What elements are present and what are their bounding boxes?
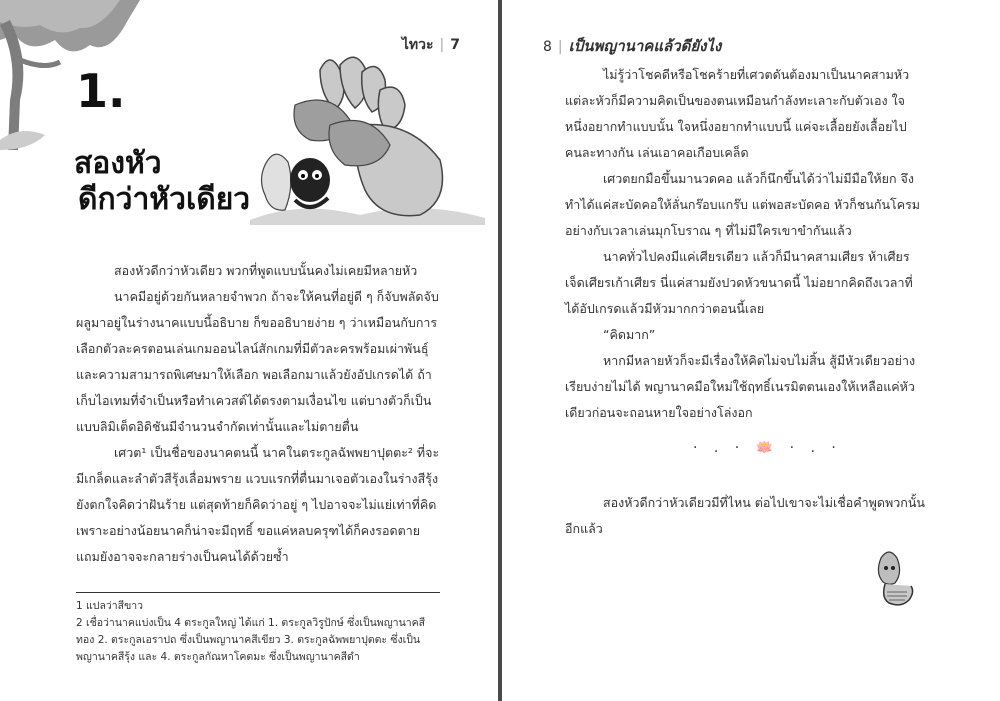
footnotes: [76, 598, 440, 666]
paragraph: เศวต¹ เป็นชื่อของนาคตนนี้ นาคในตระกูลฉัพพยาปุตตะ² ที่จะมีเกล็ดและลำตัวสีรุ้งเลื่อมพราย แวบแรกที่ตื่นมาเจอตัวเองในร่างสีรุ้งยังตกใจคิดว่าฝันร้าย แต่สุดท้ายก็คิดว่าอยู่ ๆ ไปอาจจะไม่แย่เท่าที่คิด เพราะอย่างน้อยนาคก็น่าจะมีฤทธิ์ ขอแค่หลบครุฑได้ก็คงรอดตาย แถมยังอาจจะกลายร่างเป็นคนได้ด้วยซ้ำ: [76, 445, 440, 564]
right-page: [503, 0, 1000, 701]
running-head-right: [543, 34, 721, 58]
paragraph: นาคมีอยู่ด้วยกันหลายจำพวก ถ้าจะให้คนที่อยู่ดี ๆ ก็จับพลัดจับผลูมาอยู่ในร่างนาคแบบนี้อธิบาย ก็ขออธิบายง่าย ๆ ว่าเหมือนกับการเลือกตัวละครตอนเล่นเกมออนไลน์สักเกมที่มีตัวละครพร้อมเผ่าพันธุ์และความสามารถพิเศษมาให้เลือก พอเลือกมาแล้วยังอัปเกรดได้ ถ้าเก็บไอเทมที่จำเป็นหรือทำเควสต์ได้ตรงตามเงื่อนไข แต่บางตัวก็เป็นแบบลิมิเต็ดอิดิชันมีจำนวนจำกัดเท่านั้นและไม่ตายตื่น: [76, 289, 439, 434]
running-head-separator: |: [557, 39, 563, 55]
paragraph: สองหัวดีกว่าหัวเดียว พวกที่พูดแบบนั้นคงไม่เคยมีหลายหัว: [114, 263, 418, 278]
closing-text: [565, 490, 927, 542]
small-naga-illustration: [861, 548, 921, 618]
running-head-title: ไทวะ: [401, 37, 434, 53]
paragraph: สองหัวดีกว่าหัวเดียวมีที่ไหน ต่อไปเขาจะไม่เชื่อคำพูดพวกนั้นอีกแล้ว: [565, 495, 925, 536]
footnote: 1 แปลว่าสีขาว: [76, 600, 144, 612]
page-gutter: [498, 0, 502, 701]
paragraph: เศวตยกมือขึ้นมานวดคอ แล้วก็นึกขึ้นได้ว่าไม่มีมือให้ยก จึงทำได้แค่สะบัดคอให้ลั่นกร๊อบแกร๊บ แต่พอสะบัดคอ หัวก็ชนกันโครมอย่างกับเวลาเล่นมุกโบราณ ๆ ที่ไม่มีใครเขาขำกันแล้ว: [565, 171, 921, 238]
naga-characters-illustration: [240, 50, 490, 225]
paragraph: ไม่รู้ว่าโชคดีหรือโชคร้ายที่เศวตดันต้องมาเป็นนาคสามหัว แต่ละหัวก็มีความคิดเป็นของตนเหมือนกำลังทะเลาะกับตัวเอง ใจหนึ่งอยากทำแบบนั้น ใจหนึ่งอยากทำแบบนี้ แค่จะเลื้อยยังเลื้อยไปคนละทางกัน เล่นเอาคอเกือบเคล็ด: [565, 67, 910, 160]
body-text-left: [76, 258, 444, 570]
chapter-number: 1.: [76, 64, 126, 118]
page-number: 7: [450, 37, 460, 53]
section-break-ornament: · . · 🪷 · . ·: [693, 440, 842, 456]
page-number: 8: [543, 39, 552, 55]
running-head-separator: |: [439, 37, 445, 53]
running-head-title: เป็นพญานาคแล้วดียังไง: [568, 37, 722, 55]
body-text-right: [565, 62, 927, 426]
chapter-title-line1: สองหัว: [74, 146, 162, 181]
footnote: 2 เชื่อว่านาคแบ่งเป็น 4 ตระกูลใหญ่ ได้แก่ 1. ตระกูลวิรูปักษ์ ซึ่งเป็นพญานาคสีทอง 2. ตระกูลเอราปถ ซึ่งเป็นพญานาคสีเขียว 3. ตระกูลฉัพพยาปุตตะ ซึ่งเป็นพญานาคสีรุ้ง และ 4. ตระกูลกัณหาโคตมะ ซึ่งเป็นพญานาคสีดำ: [76, 617, 426, 663]
chapter-title-line2: ดีกว่าหัวเดียว: [78, 182, 251, 217]
footnote-divider: [76, 592, 440, 593]
paragraph: นาคทั่วไปคงมีแค่เศียรเดียว แล้วก็มีนาคสามเศียร ห้าเศียร เจ็ดเศียรเก้าเศียร นี่แค่สามยังปวดหัวขนาดนี้ ไม่อยากคิดถึงเวลาที่ได้อัปเกรดแล้วมีหัวมากกว่าตอนนี้เลย: [565, 249, 913, 316]
paragraph: หากมีหลายหัวก็จะมีเรื่องให้คิดไม่จบไม่สิ้น สู้มีหัวเดียวอย่างเรียบง่ายไม่ได้ พญานาคมือใหม่ใช้ฤทธิ์เนรมิตตนเองให้เหลือแค่หัวเดียวก่อนจะถอนหายใจอย่างโล่งอก: [565, 353, 916, 420]
paragraph: “คิดมาก”: [603, 327, 656, 342]
